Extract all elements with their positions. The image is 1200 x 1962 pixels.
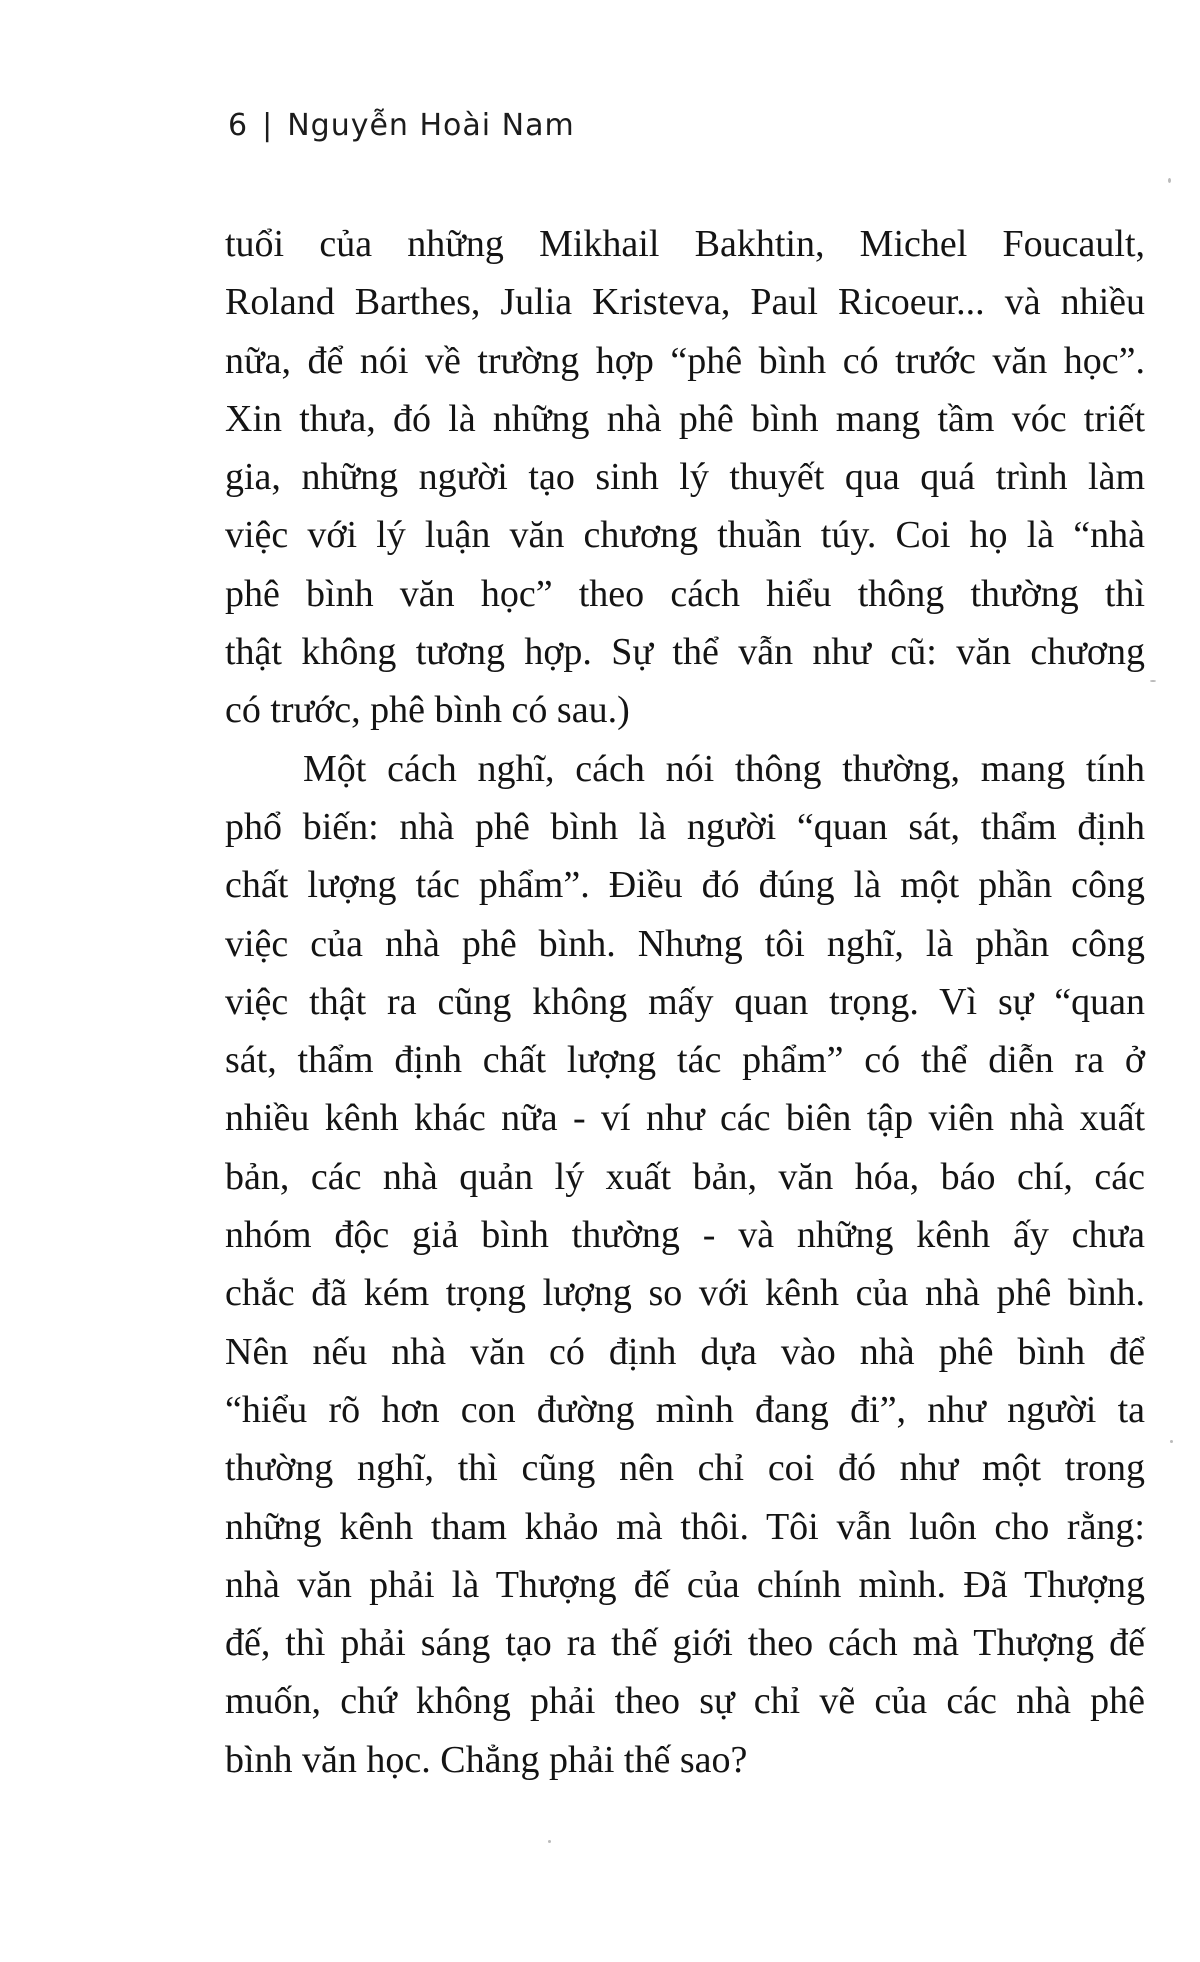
text-line: thật không tương hợp. Sự thể vẫn như cũ: văn chương [225, 631, 1145, 674]
text-line: muốn, chứ không phải theo sự chỉ vẽ của các nhà phê [225, 1680, 1145, 1723]
text-line: nhiều kênh khác nữa - ví như các biên tập viên nhà xuất [225, 1097, 1145, 1140]
text-line: chắc đã kém trọng lượng so với kênh của nhà phê bình. [225, 1272, 1145, 1315]
text-line: việc thật ra cũng không mấy quan trọng. Vì sự “quan [225, 980, 1145, 1023]
body-text [225, 215, 1145, 1789]
text-line: thường nghĩ, thì cũng nên chỉ coi đó như một trong [225, 1447, 1145, 1490]
text-line: nhóm độc giả bình thường - và những kênh ấy chưa [225, 1214, 1145, 1257]
text-line: chất lượng tác phẩm”. Điều đó đúng là một phần công [225, 864, 1145, 907]
scan-speck [548, 1840, 551, 1843]
text-line: đế, thì phải sáng tạo ra thế giới theo cách mà Thượng đế [225, 1622, 1145, 1665]
author-name: Nguyễn Hoài Nam [287, 108, 575, 143]
paragraph-2 [225, 740, 1145, 1789]
text-line: bình văn học. Chẳng phải thế sao? [225, 1738, 748, 1781]
paragraph-1 [225, 215, 1145, 740]
text-line: Một cách nghĩ, cách nói thông thường, mang tính [303, 747, 1145, 790]
text-line: nữa, để nói về trường hợp “phê bình có trước văn học”. [225, 339, 1145, 382]
text-line: sát, thẩm định chất lượng tác phẩm” có thể diễn ra ở [225, 1039, 1145, 1082]
text-line: “hiểu rõ hơn con đường mình đang đi”, như người ta [225, 1388, 1145, 1431]
text-line: Xin thưa, đó là những nhà phê bình mang tầm vóc triết [225, 397, 1145, 440]
text-line: phổ biến: nhà phê bình là người “quan sát, thẩm định [225, 805, 1145, 848]
text-line: những kênh tham khảo mà thôi. Tôi vẫn luôn cho rằng: [225, 1505, 1145, 1548]
text-line: tuổi của những Mikhail Bakhtin, Michel Foucault, [225, 223, 1145, 265]
text-line: phê bình văn học” theo cách hiểu thông thường thì [225, 572, 1145, 615]
text-line: có trước, phê bình có sau.) [225, 689, 630, 732]
text-line: Nên nếu nhà văn có định dựa vào nhà phê bình để [225, 1330, 1145, 1373]
scan-speck [1168, 178, 1171, 183]
text-line: gia, những người tạo sinh lý thuyết qua quá trình làm [225, 456, 1145, 499]
text-line: việc của nhà phê bình. Nhưng tôi nghĩ, là phần công [225, 922, 1145, 965]
page-number: 6 [228, 108, 249, 143]
text-line: việc với lý luận văn chương thuần túy. Coi họ là “nhà [225, 514, 1145, 557]
text-line: Roland Barthes, Julia Kristeva, Paul Ricoeur... và nhiều [225, 281, 1145, 324]
text-line: nhà văn phải là Thượng đế của chính mình. Đã Thượng [225, 1563, 1145, 1606]
text-line: bản, các nhà quản lý xuất bản, văn hóa, báo chí, các [225, 1155, 1145, 1198]
running-header [228, 108, 575, 143]
header-separator: | [262, 108, 274, 143]
scan-speck [1170, 1440, 1173, 1443]
scan-speck [1150, 680, 1156, 682]
